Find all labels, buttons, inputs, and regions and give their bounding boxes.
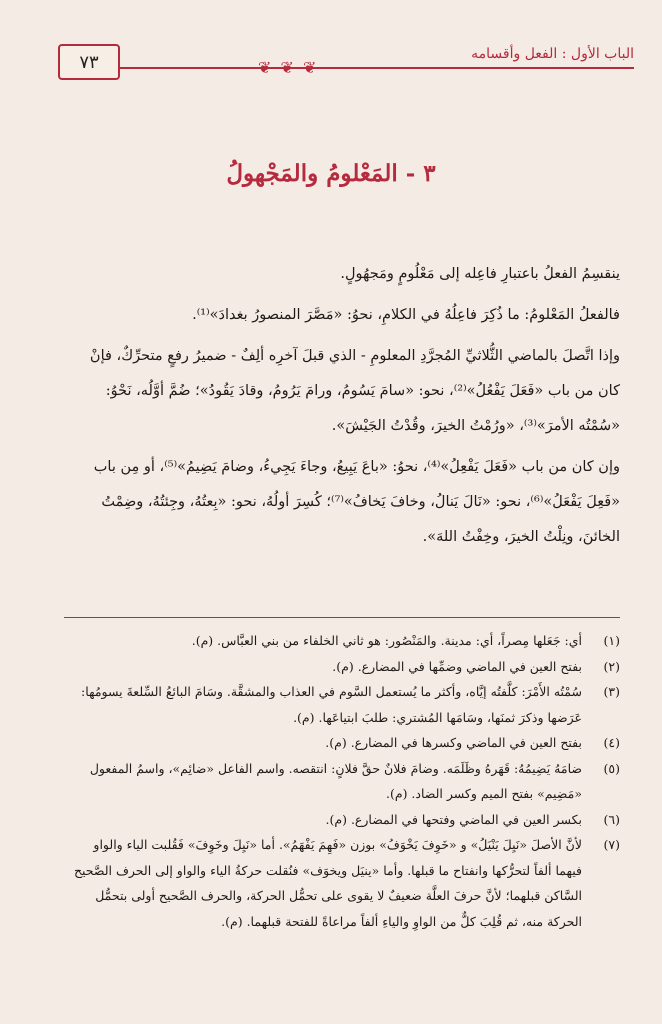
paragraph-rule-2: وإن كان من باب «فَعَلَ يَفْعِلُ»⁽⁴⁾، نحوُ: «باعَ يَبِيعُ، وجاءَ يَجِيءُ، وضامَ يَضِيمُ»⁽⁵⁾، أو مِن باب «فَعِلَ يَفْعَلُ»⁽⁶⁾، نحو: «نَالَ يَنالُ، وخافَ يَخافُ»⁽⁷⁾؛ كُسِرَ أولُهُ، نحو: «بِعتُهُ، وجِئتُهُ، وضِمْتُ الخائنَ، ونِلْتُ الخيرَ، وخِفْتُ اللهَ». [93,459,620,545]
footnote-number: (٦) [603,811,620,827]
header-rule [120,67,634,69]
footnote-text: لأنَّ الأصلَ «نَيِلَ يَنْيَلُ» و «خَوِفَ يَخْوَفُ» بوزن «فَهِمَ يَفْهَمُ». أما «نَيِلَ وخَوِفَ» فَقُلبت الياء والواو فيهما ألفاً لتحرُّكها وانفتاح ما قبلها. وأما «ينيَل ويخوَف» فنُقلت حركةُ الياء والواو إلى الحرف الصَّحيح السَّاكن قبلهما؛ لأنَّ حرفَ العلَّة ضعيفٌ لا يقوى على تحمُّل الحركة، والحرف الصَّحيح أولى بتحمُّل الحركة منه، ثم قُلِبَ كلٌّ من الواوِ والياءِ ألفاً مراعاةً للفتحة قبلهما. (م). [73,837,582,929]
footnote-text: بفتح العين في الماضي وضمِّها في المضارع. (م). [332,658,582,674]
footnote-number: (٣) [603,684,620,699]
footnote-text: بكسر العين في الماضي وفتحها في المضارع. (م). [325,811,582,827]
footnote-number: (٢) [603,658,620,674]
footnote-divider [64,617,620,618]
footnote-number: (٤) [603,735,620,750]
header-ornament: ❦ ❦ ❦ [258,58,319,77]
footnote-text: سُمْتُه الأَمْرَ: كلَّفتُه إيَّاه، وأكثر ما يُستعمل السَّوم في العذاب والمشقَّة. وسَامَ البائعُ السِّلعةَ يسومُها: عَرَضها وذكرَ ثمنَها، وسَامَها المُشتري: طلبَ ابتياعَها. (م). [81,684,582,725]
footnote-number: (٧) [603,837,620,852]
footnote [64,628,620,654]
page-number: ٧٣ [58,44,120,80]
footnote [64,730,620,756]
footnote-number: (١) [603,633,620,648]
footnote [64,807,620,833]
footnote-text: بفتح العين في الماضي وكسرها في المضارع. (م). [325,735,582,750]
running-title: الباب الأول : الفعل وأقسامه [471,46,634,62]
main-text [64,257,620,561]
footnote [64,679,620,730]
footnotes [64,628,620,934]
page-header [58,44,634,84]
footnote [64,654,620,680]
section-title: ٣ - المَعْلومُ والمَجْهولُ [226,160,436,187]
footnote [64,756,620,807]
footnote-text: ضامَهُ يَضِيمُهُ: قَهَرهُ وظَلَمَه. وضامَ فلانٌ حقَّ فلانٍ: انتقصه. واسم الفاعل «ضائِم»، واسمُ المفعول «مَضِيم» بفتح الميم وكسر الضاد. (م). [89,760,582,801]
footnote-number: (٥) [603,760,620,776]
paragraph-definition: فالفعلُ المَعْلومُ: ما ذُكِرَ فاعِلُهُ في الكلامِ، نحوُ: «مَصَّرَ المنصورُ بغدادَ»⁽¹⁾. [192,307,620,323]
footnote [64,832,620,934]
paragraph-rule-1: وإذا اتَّصلَ بالماضي الثُّلاثيِّ المُجرَّدِ المعلومِ - الذي قبلَ آخرِه ألِفٌ - ضميرُ رفعٍ متحرِّكٌ، فإنْ كان من باب «فَعَلَ يَفْعُلُ»⁽²⁾، نحو: «سامَ يَسُومُ، ورامَ يَرُومُ، وقادَ يَقُودُ»؛ ضُمَّ أوَّلُه، نَحْوُ: «سُمْتُه الأمرَ»⁽³⁾، «ورُمْتُ الخيرَ، وقُدْتُ الجَيْشَ». [89,348,620,434]
paragraph-intro: ينقسِمُ الفعلُ باعتبارِ فاعِله إلى مَعْلُومٍ ومَجهُولٍ. [340,266,620,282]
footnote-text: أي: جَعَلها مِصراً، أي: مدينة. والمَنْصُور: هو ثاني الخلفاء من بني العبَّاس. (م). [191,633,582,648]
